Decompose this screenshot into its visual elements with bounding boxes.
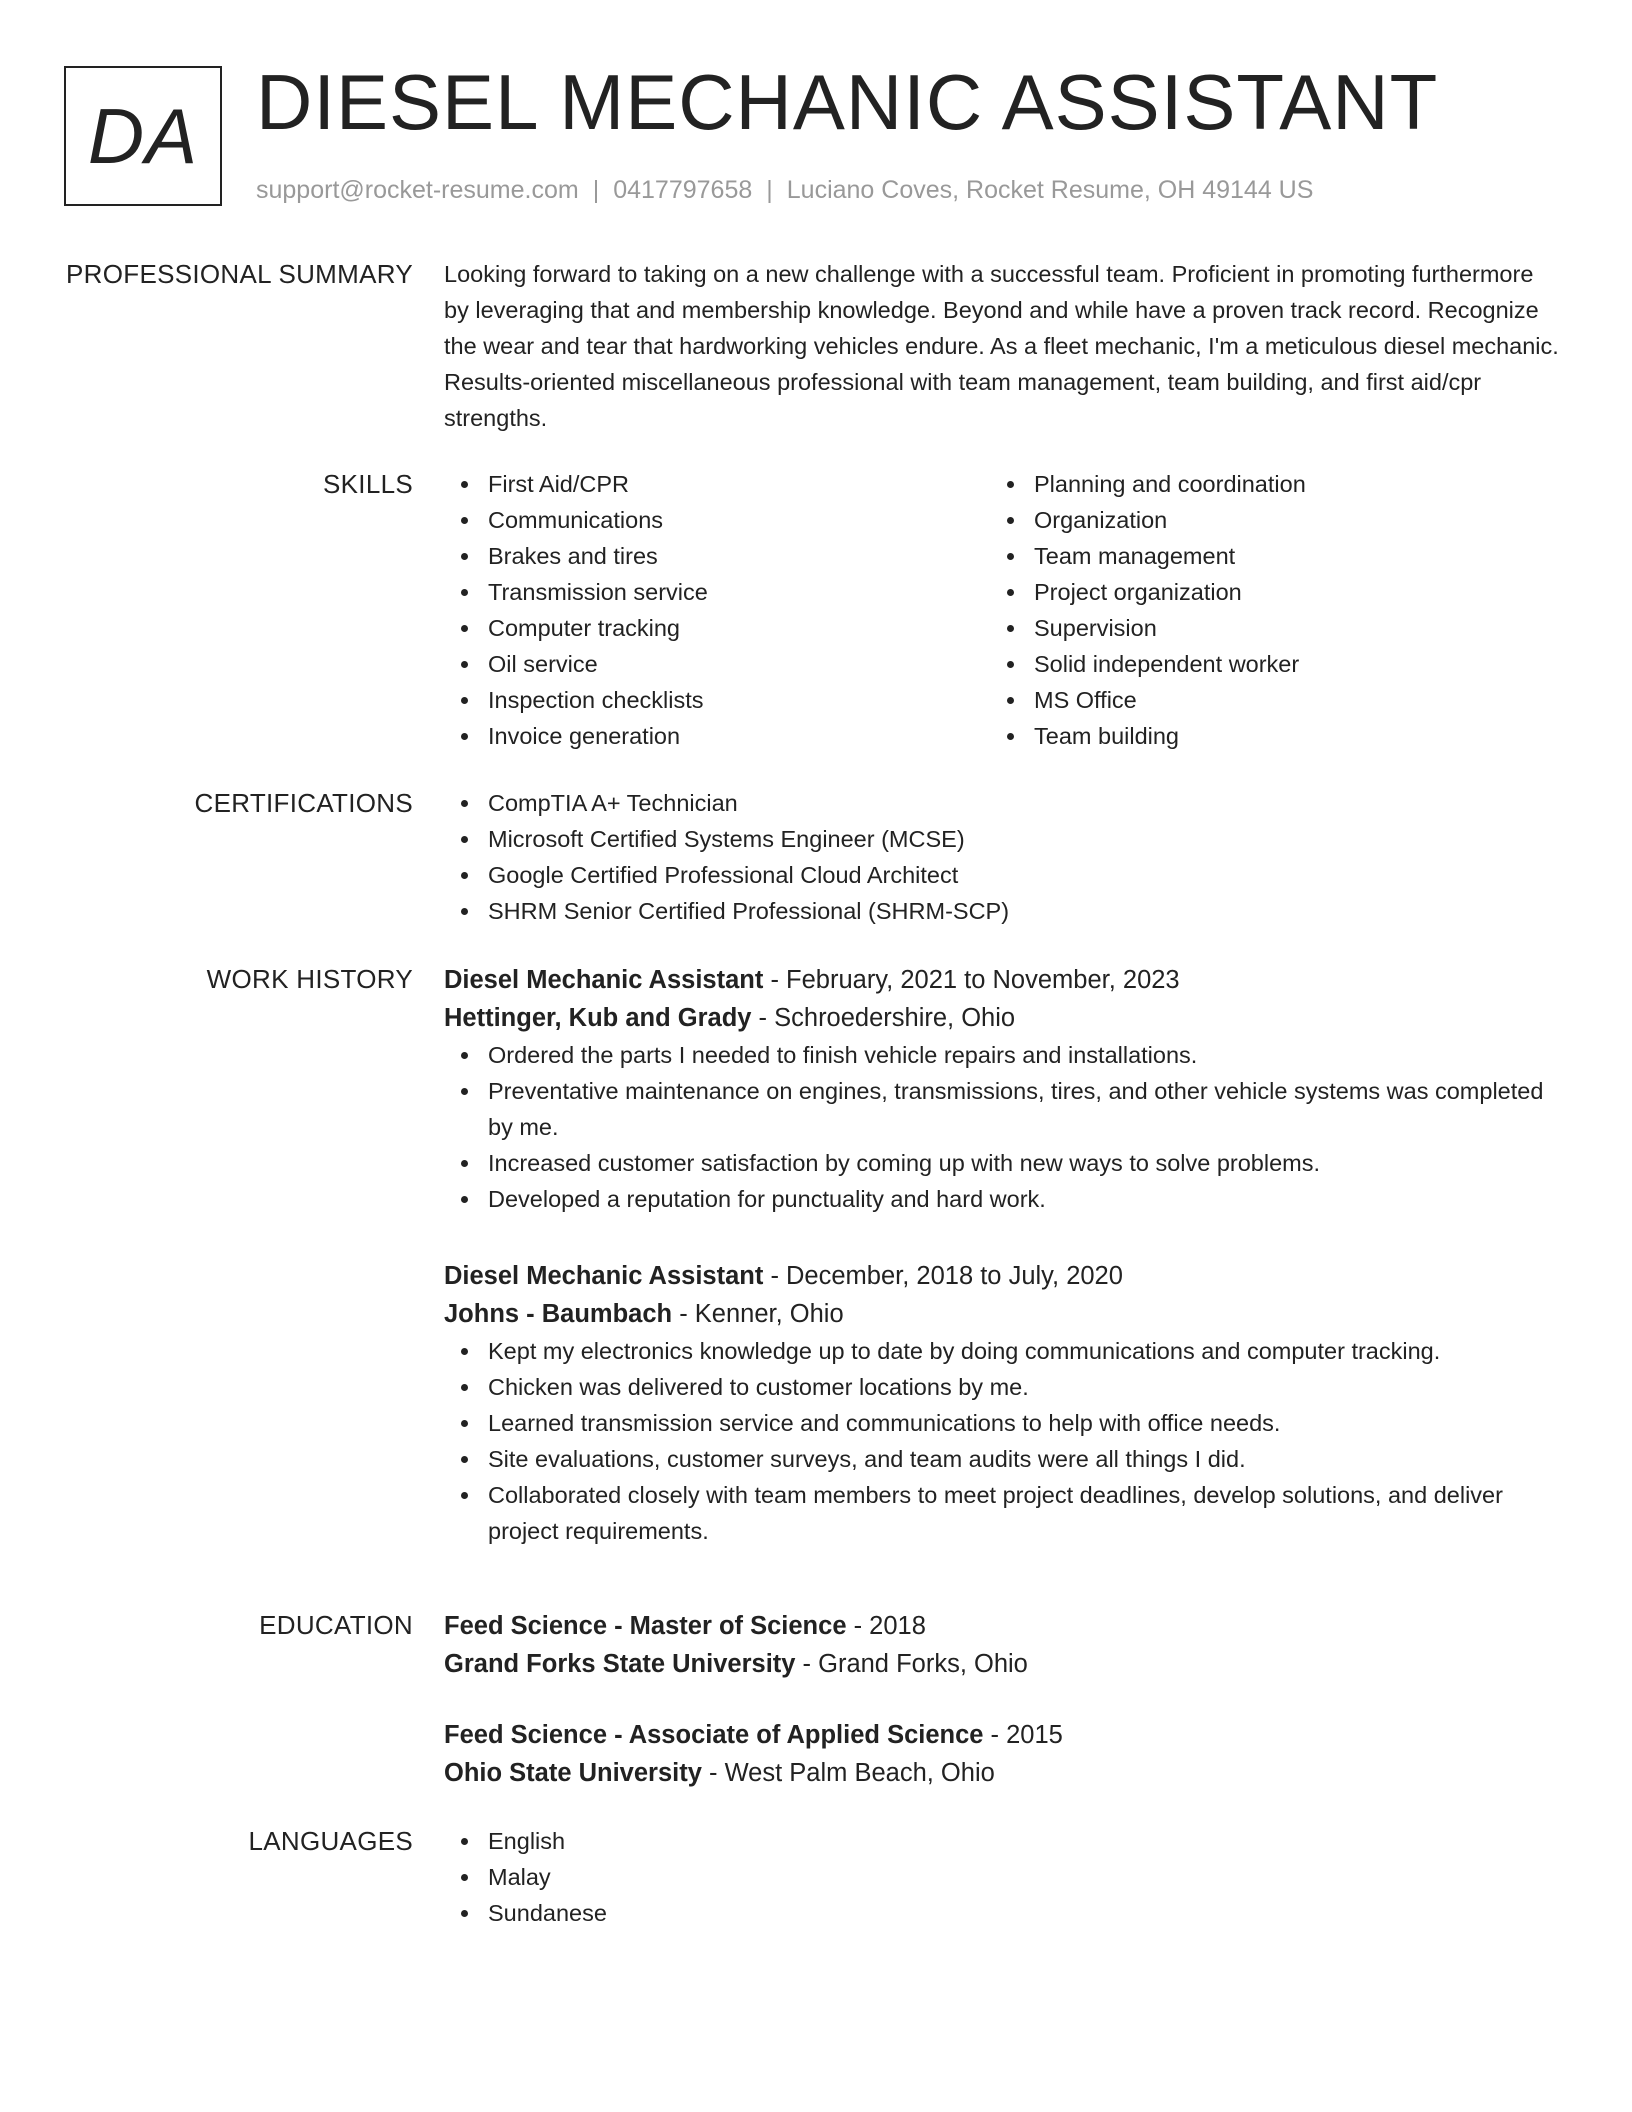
education-entry	[444, 1607, 1564, 1683]
certification-item: SHRM Senior Certified Professional (SHRM-SCP)	[444, 893, 1564, 929]
skill-item: Solid independent worker	[990, 646, 1536, 682]
skill-item: Supervision	[990, 610, 1536, 646]
job-duty: Preventative maintenance on engines, transmissions, tires, and other vehicle systems was completed by me.	[444, 1073, 1564, 1145]
job-title-line	[444, 961, 1564, 999]
contact-address: Luciano Coves, Rocket Resume, OH 49144 US	[786, 176, 1314, 204]
skill-item: Planning and coordination	[990, 466, 1536, 502]
education-school: Grand Forks State University	[444, 1650, 796, 1678]
education-school-line	[444, 1645, 1564, 1683]
job-duty: Ordered the parts I needed to finish vehicle repairs and installations.	[444, 1037, 1564, 1073]
skill-item: First Aid/CPR	[444, 466, 990, 502]
job-duty: Site evaluations, customer surveys, and team audits were all things I did.	[444, 1441, 1564, 1477]
certification-item: CompTIA A+ Technician	[444, 785, 1564, 821]
certification-item: Microsoft Certified Systems Engineer (MCSE)	[444, 821, 1564, 857]
education-year: - 2018	[846, 1612, 926, 1640]
job-dates: - December, 2018 to July, 2020	[763, 1262, 1123, 1290]
education-content	[444, 1607, 1564, 1792]
language-item: English	[444, 1823, 1564, 1859]
job-duties-list	[444, 1037, 1564, 1217]
contact-email[interactable]: support@rocket-resume.com	[256, 176, 579, 204]
education-degree-line	[444, 1607, 1564, 1645]
certifications-content	[444, 785, 1564, 929]
summary-text: Looking forward to taking on a new challenge with a successful team. Proficient in promoting furthermore by leveraging that and membership knowledge. Beyond and while have a proven track record. Recognize the wear and tear that hardworking vehicles endure. As a fleet mechanic, I'm a meticulous diesel mechanic. Results-oriented miscellaneous professional with team management, team building, and first aid/cpr strengths.	[444, 261, 1559, 431]
skills-content	[444, 466, 1564, 754]
education-entry	[444, 1716, 1564, 1792]
language-item: Sundanese	[444, 1895, 1564, 1931]
job-duty: Chicken was delivered to customer locations by me.	[444, 1369, 1564, 1405]
education-year: - 2015	[983, 1721, 1063, 1749]
education-degree: Feed Science - Master of Science	[444, 1612, 847, 1640]
job-company: Johns - Baumbach	[444, 1300, 673, 1328]
job-duty: Developed a reputation for punctuality and hard work.	[444, 1181, 1564, 1217]
contact-separator: |	[592, 176, 600, 204]
job-dates: - February, 2021 to November, 2023	[763, 966, 1180, 994]
candidate-name: DIESEL MECHANIC ASSISTANT	[256, 58, 1439, 146]
job-duty: Collaborated closely with team members to meet project deadlines, develop solutions, and deliver project requirements.	[444, 1477, 1564, 1549]
skills-heading: SKILLS	[323, 469, 413, 499]
skill-item: Team building	[990, 718, 1536, 754]
certifications-list	[444, 785, 1564, 929]
languages-list	[444, 1823, 1564, 1931]
education-degree: Feed Science - Associate of Applied Science	[444, 1721, 984, 1749]
skill-item: Brakes and tires	[444, 538, 990, 574]
skill-item: Inspection checklists	[444, 682, 990, 718]
work-history-content	[444, 961, 1564, 1549]
skill-item: MS Office	[990, 682, 1536, 718]
education-degree-line	[444, 1716, 1564, 1754]
work-history-heading: WORK HISTORY	[206, 964, 413, 994]
job-company-line	[444, 1295, 1564, 1333]
education-school-line	[444, 1754, 1564, 1792]
languages-content	[444, 1823, 1564, 1931]
job-duty: Kept my electronics knowledge up to date by doing communications and computer tracking.	[444, 1333, 1564, 1369]
skills-list-right	[990, 466, 1536, 754]
job-company: Hettinger, Kub and Grady	[444, 1004, 752, 1032]
skill-item: Transmission service	[444, 574, 990, 610]
skill-item: Invoice generation	[444, 718, 990, 754]
education-location: - West Palm Beach, Ohio	[701, 1759, 995, 1787]
job-title: Diesel Mechanic Assistant	[444, 1262, 764, 1290]
monogram-logo: DA	[64, 66, 222, 206]
job-company-line	[444, 999, 1564, 1037]
job-title: Diesel Mechanic Assistant	[444, 966, 764, 994]
job-location: - Schroedershire, Ohio	[751, 1004, 1016, 1032]
job-location: - Kenner, Ohio	[672, 1300, 844, 1328]
skill-item: Team management	[990, 538, 1536, 574]
certification-item: Google Certified Professional Cloud Architect	[444, 857, 1564, 893]
job-entry	[444, 961, 1564, 1217]
contact-phone[interactable]: 0417797658	[613, 176, 753, 204]
summary-content	[444, 256, 1564, 436]
education-location: - Grand Forks, Ohio	[795, 1650, 1028, 1678]
contact-line	[256, 172, 1313, 208]
job-duties-list	[444, 1333, 1564, 1549]
skill-item: Communications	[444, 502, 990, 538]
contact-separator: |	[766, 176, 773, 204]
education-school: Ohio State University	[444, 1759, 702, 1787]
languages-heading: LANGUAGES	[248, 1826, 413, 1856]
education-heading: EDUCATION	[259, 1610, 413, 1640]
skills-list-left	[444, 466, 990, 754]
language-item: Malay	[444, 1859, 1564, 1895]
job-duty: Increased customer satisfaction by coming up with new ways to solve problems.	[444, 1145, 1564, 1181]
certifications-heading: CERTIFICATIONS	[194, 788, 413, 818]
summary-heading: PROFESSIONAL SUMMARY	[66, 259, 413, 289]
job-duty: Learned transmission service and communications to help with office needs.	[444, 1405, 1564, 1441]
skill-item: Oil service	[444, 646, 990, 682]
skill-item: Project organization	[990, 574, 1536, 610]
skill-item: Computer tracking	[444, 610, 990, 646]
job-title-line	[444, 1257, 1564, 1295]
job-entry	[444, 1257, 1564, 1549]
skill-item: Organization	[990, 502, 1536, 538]
